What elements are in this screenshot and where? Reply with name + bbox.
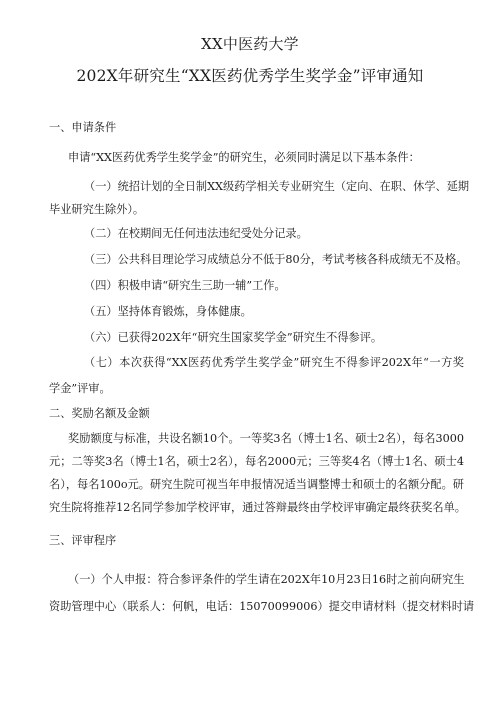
- section-heading-procedure: 三、评审程序: [49, 534, 117, 547]
- condition-1-line-2: 毕业研究生除外）。: [49, 203, 145, 216]
- condition-4: （四）积极申请“研究生三助一辅”工作。: [84, 279, 286, 292]
- procedure-paragraph-line-2: 资助管理中心（联系人：何帆，电话：15070099006）提交申请材料（提交材料时请: [49, 600, 475, 613]
- awards-paragraph-line-1: 奖励额度与标准，共设名额10个。一等奖3名（博士1名、硕士2名），每名3000: [68, 432, 464, 445]
- procedure-paragraph-line-1: （一）个人申报：符合参评条件的学生请在202X年10月23日16时之前向研究生: [68, 573, 465, 586]
- awards-paragraph-line-2: 元；二等奖3名（博士1名，硕士2名），每名2000元；三等奖4名（博士1名、硕士4: [49, 455, 464, 468]
- awards-paragraph-line-4: 究生院将推荐12名同学参加学校评审，通过答辩最终由学校评审确定最终获奖名单。: [49, 501, 466, 514]
- section-heading-eligibility: 一、申请条件: [49, 121, 117, 134]
- condition-3: （三）公共科目理论学习成绩总分不低于80分，考试考核各科成绩无不及格。: [84, 253, 468, 266]
- condition-7-line-2: 学金”评审。: [49, 382, 111, 395]
- condition-1-line-1: （一）统招计划的全日制XX级药学相关专业研究生（定向、在职、休学、延期: [84, 180, 470, 193]
- university-name: XX中医药大学: [201, 35, 299, 53]
- notice-title: 202X年研究生“XX医药优秀学生奖学金”评审通知: [76, 67, 424, 85]
- section-heading-awards: 二、奖励名额及金额: [49, 407, 150, 420]
- condition-2: （二）在校期间无任何违法违纪受处分记录。: [84, 227, 308, 240]
- condition-6: （六）已获得202X年“研究生国家奖学金”研究生不得参评。: [84, 331, 383, 344]
- condition-5: （五）坚持体育锻炼，身体健康。: [84, 305, 252, 318]
- condition-7-line-1: （七）本次获得“XX医药优秀学生奖学金”研究生不得参评202X年“一方奖: [84, 356, 464, 369]
- awards-paragraph-line-3: 名），每名100o元。研究生院可视当年申报情况适当调整博士和硕士的名额分配。研: [49, 478, 464, 491]
- eligibility-intro: 申请“XX医药优秀学生奖学金”的研究生，必须同时满足以下基本条件：: [68, 151, 420, 164]
